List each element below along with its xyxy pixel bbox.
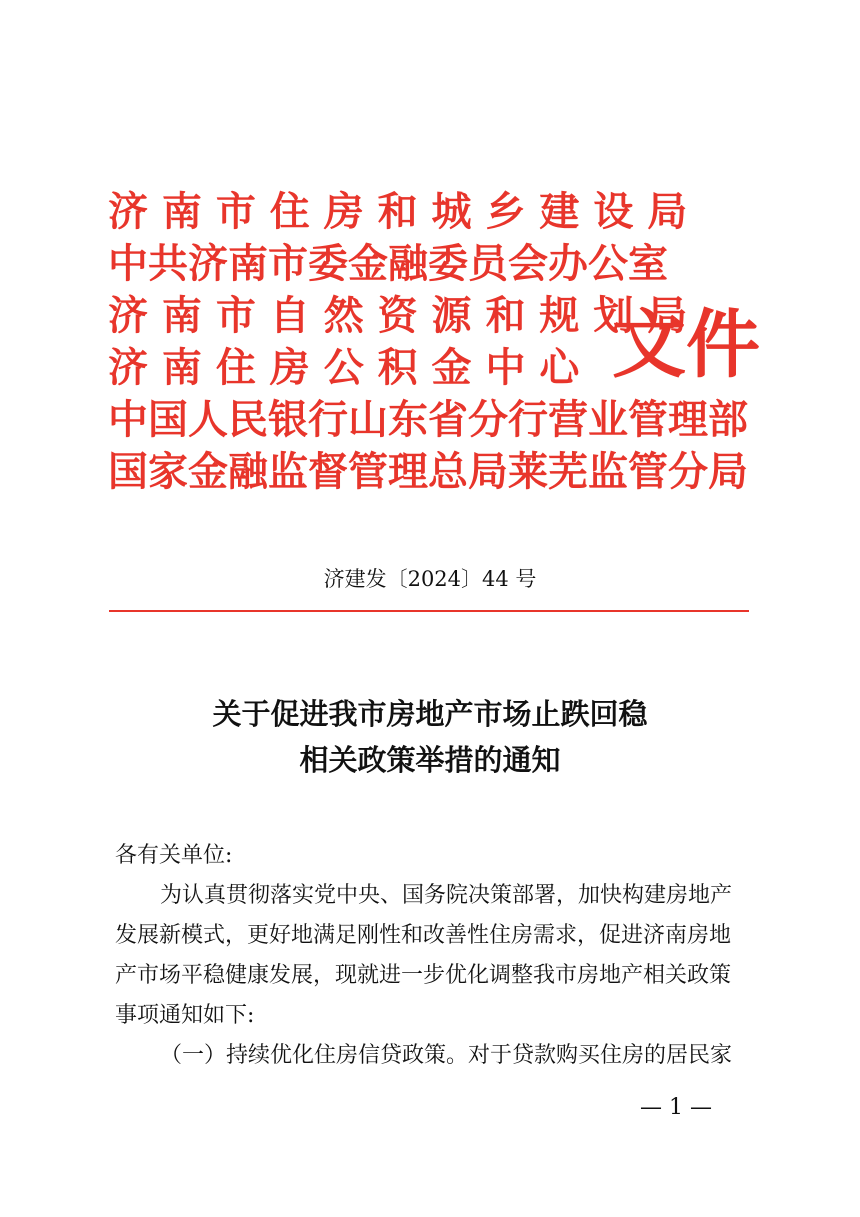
document-title-line-2: 相关政策举措的通知 — [299, 743, 561, 777]
issuer-line: 济 南 市 自 然 资 源 和 规 划 局 — [108, 293, 688, 339]
document-number: 济建发〔2024〕44 号 — [323, 567, 537, 591]
red-divider-line — [109, 610, 749, 612]
body-paragraph-line: 产市场平稳健康发展，现就进一步优化调整我市房地产相关政策 — [115, 963, 732, 988]
page-number: — 1 — — [640, 1095, 712, 1120]
salutation: 各有关单位: — [115, 843, 233, 868]
body-paragraph-line: 事项通知如下: — [115, 1003, 255, 1028]
issuer-line: 国家金融监督管理总局莱芜监管分局 — [108, 449, 748, 495]
document-title-line-1: 关于促进我市房地产市场止跌回稳 — [212, 697, 648, 731]
body-paragraph-line: 为认真贯彻落实党中央、国务院决策部署，加快构建房地产 — [160, 883, 733, 908]
body-paragraph-line: （一）持续优化住房信贷政策。对于贷款购买住房的居民家 — [160, 1043, 733, 1068]
issuer-line: 济 南 住 房 公 积 金 中 心 — [108, 345, 580, 391]
issuer-line: 济 南 市 住 房 和 城 乡 建 设 局 — [108, 189, 688, 235]
body-paragraph-line: 发展新模式，更好地满足刚性和改善性住房需求，促进济南房地 — [115, 923, 732, 948]
issuer-line: 中共济南市委金融委员会办公室 — [108, 241, 668, 287]
issuer-line: 中国人民银行山东省分行营业管理部 — [108, 397, 748, 443]
document-type-label: 文件 — [612, 302, 760, 388]
